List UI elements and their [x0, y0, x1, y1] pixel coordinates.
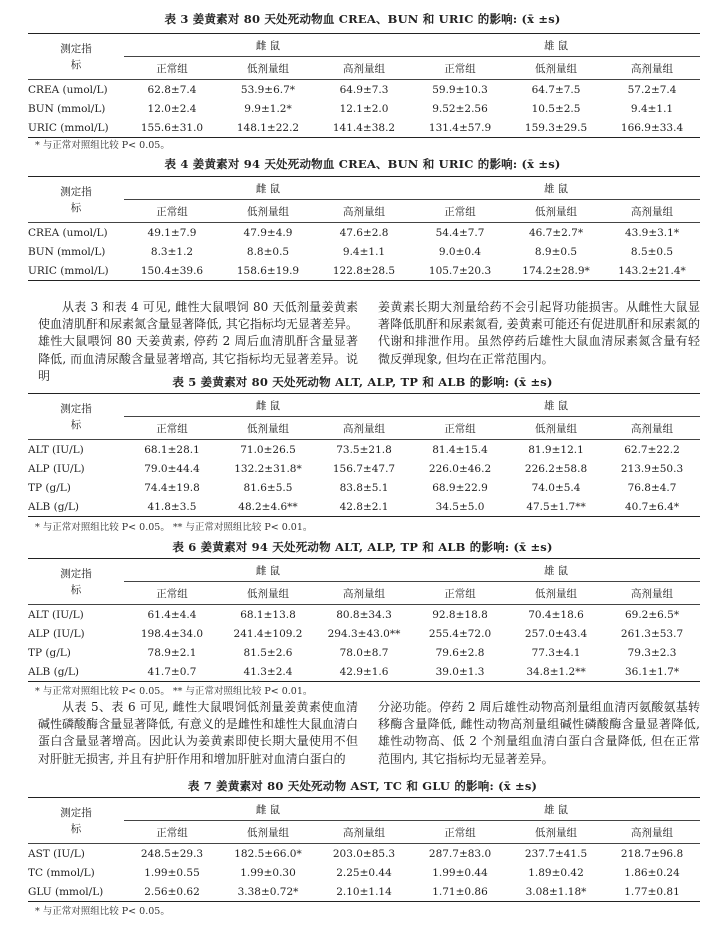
table-cell: 34.5±5.0 [412, 497, 508, 517]
table-cell: 9.9±1.2* [244, 102, 292, 115]
indicator-label: 测定指标 [60, 42, 92, 71]
table-cell: 12.0±2.4 [147, 102, 197, 115]
table-cell: 3.38±0.72* [220, 882, 316, 902]
table-cell: 294.3±43.0** [327, 627, 401, 640]
table-cell: 69.2±6.5* [624, 608, 680, 621]
para1-left: 从表 3 和表 4 可见, 雌性大鼠喂饲 80 天低剂量姜黄素使血清肌酐和尿素氮含量显著降低, 其它指标均无显著差异。雄性大鼠喂饲 80 天姜黄素, 停药 2 周后血清肌酐含量显著降低, 而血清尿酸含量显著增高, 其它指标均无显著差异。说明 [38, 300, 358, 383]
group-header-4: 低剂量组 [508, 417, 604, 440]
table-cell: 79.3±2.3 [627, 646, 677, 659]
table-cell: 34.8±1.2** [508, 662, 604, 682]
female-group-header: 雌 鼠 [124, 177, 412, 200]
metric-label: URIC (mmol/L) [28, 261, 124, 281]
group-header-2: 高剂量组 [316, 200, 412, 223]
table-cell: 9.0±0.4 [438, 245, 482, 258]
group-header-3: 正常组 [412, 57, 508, 80]
table-cell: 255.4±72.0 [428, 627, 492, 640]
metric-label: ALB (g/L) [28, 497, 124, 517]
table-cell: 158.6±19.9 [220, 261, 316, 281]
group-header-2: 高剂量组 [316, 582, 412, 605]
table-cell: 150.4±39.6 [124, 261, 220, 281]
table-cell: 198.4±34.0 [140, 627, 204, 640]
table-cell: 47.9±4.9 [243, 226, 293, 239]
table-cell: 83.8±5.1 [339, 481, 389, 494]
metric-label: ALP (IU/L) [28, 627, 85, 640]
metric-label: ALT (IU/L) [28, 608, 84, 621]
table-cell: 156.7±47.7 [332, 462, 396, 475]
table-cell: 80.8±34.3 [336, 608, 392, 621]
table-cell: 203.0±85.3 [332, 847, 396, 860]
table-row [28, 478, 700, 497]
table-cell: 1.86±0.24 [624, 866, 680, 879]
table-cell: 79.0±44.4 [144, 462, 200, 475]
table-cell: 59.9±10.3 [432, 83, 488, 96]
table-cell: 1.99±0.55 [144, 866, 200, 879]
group-header-3: 正常组 [412, 417, 508, 440]
metric-label: TP (g/L) [28, 481, 71, 494]
group-header-1: 低剂量组 [220, 417, 316, 440]
table3-note: * 与正常对照组比较 P< 0.05。 [35, 140, 170, 151]
female-group-header: 雌 鼠 [124, 394, 412, 417]
metric-label: ALB (g/L) [28, 662, 124, 682]
table6-note: * 与正常对照组比较 P< 0.05。 ** 与正常对照组比较 P< 0.01。 [35, 686, 313, 697]
table-cell: 81.4±15.4 [432, 443, 488, 456]
table-cell: 218.7±96.8 [620, 847, 684, 860]
table-cell: 8.8±0.5 [246, 245, 290, 258]
indicator-header [28, 34, 124, 80]
group-header-1: 低剂量组 [220, 200, 316, 223]
table-row [28, 882, 700, 902]
table-cell: 73.5±21.8 [336, 443, 392, 456]
table-cell: 47.5±1.7** [508, 497, 604, 517]
table5-note: * 与正常对照组比较 P< 0.05。 ** 与正常对照组比较 P< 0.01。 [35, 522, 313, 533]
indicator-header [28, 559, 124, 605]
metric-label: GLU (mmol/L) [28, 882, 124, 902]
table6 [28, 558, 700, 682]
table-cell: 79.6±2.8 [435, 646, 485, 659]
group-header-5: 高剂量组 [604, 200, 700, 223]
table7 [28, 797, 700, 902]
table-cell: 1.99±0.30 [240, 866, 296, 879]
table-cell: 43.9±3.1* [624, 226, 680, 239]
table-row [28, 118, 700, 138]
indicator-label: 测定指标 [60, 185, 92, 214]
table-cell: 78.9±2.1 [147, 646, 197, 659]
table-row [28, 497, 700, 517]
table-row [28, 223, 700, 243]
table-cell: 1.77±0.81 [604, 882, 700, 902]
table-cell: 241.4±109.2 [233, 627, 303, 640]
table5 [28, 393, 700, 517]
table-cell: 41.7±0.7 [124, 662, 220, 682]
table-cell: 70.4±18.6 [528, 608, 584, 621]
table-cell: 81.5±2.6 [243, 646, 293, 659]
table-cell: 49.1±7.9 [147, 226, 197, 239]
table-cell: 42.9±1.6 [316, 662, 412, 682]
table-cell: 64.9±7.3 [339, 83, 389, 96]
table-cell: 105.7±20.3 [412, 261, 508, 281]
metric-label: TC (mmol/L) [28, 866, 95, 879]
table-cell: 9.4±1.1 [630, 102, 674, 115]
table-cell: 77.3±4.1 [531, 646, 581, 659]
male-group-header: 雄 鼠 [412, 34, 700, 57]
table-cell: 226.0±46.2 [428, 462, 492, 475]
table-cell: 62.7±22.2 [624, 443, 680, 456]
table-cell: 81.9±12.1 [528, 443, 584, 456]
group-header-4: 低剂量组 [508, 821, 604, 844]
table-cell: 8.9±0.5 [534, 245, 578, 258]
table-cell: 1.99±0.44 [432, 866, 488, 879]
group-header-3: 正常组 [412, 821, 508, 844]
table-cell: 39.0±1.3 [412, 662, 508, 682]
table-cell: 257.0±43.4 [524, 627, 588, 640]
group-header-0: 正常组 [124, 821, 220, 844]
group-header-3: 正常组 [412, 582, 508, 605]
female-group-header: 雌 鼠 [124, 559, 412, 582]
female-group-header: 雌 鼠 [124, 798, 412, 821]
metric-label: URIC (mmol/L) [28, 118, 124, 138]
table-cell: 68.9±22.9 [432, 481, 488, 494]
male-group-header: 雄 鼠 [412, 798, 700, 821]
table-row [28, 844, 700, 864]
group-header-0: 正常组 [124, 582, 220, 605]
group-header-2: 高剂量组 [316, 57, 412, 80]
group-header-5: 高剂量组 [604, 582, 700, 605]
group-header-5: 高剂量组 [604, 417, 700, 440]
metric-label: CREA (umol/L) [28, 226, 108, 239]
table-cell: 68.1±13.8 [240, 608, 296, 621]
table-cell: 148.1±22.2 [220, 118, 316, 138]
group-header-5: 高剂量组 [604, 57, 700, 80]
table-cell: 213.9±50.3 [620, 462, 684, 475]
table3-caption: 表 3 姜黄素对 80 天处死动物血 CREA、BUN 和 URIC 的影响: (x̄ ±s) [164, 12, 561, 26]
table-cell: 141.4±38.2 [316, 118, 412, 138]
female-group-header: 雌 鼠 [124, 34, 412, 57]
para2-right: 分泌功能。停药 2 周后雄性动物高剂量组血清丙氨酸氨基转移酶含量降低, 雌性动物高剂量组碱性磷酸酶含量显著降低, 雄性动物高、低 2 个剂量组血清白蛋白含量降低, 但在正常范围内, 其它指标均无显著差异。 [378, 700, 700, 766]
table-cell: 132.2±31.8* [234, 462, 302, 475]
group-header-4: 低剂量组 [508, 57, 604, 80]
metric-label: TP (g/L) [28, 646, 71, 659]
indicator-header [28, 177, 124, 223]
table-cell: 81.6±5.5 [243, 481, 293, 494]
table-cell: 143.2±21.4* [604, 261, 700, 281]
table-cell: 248.5±29.3 [140, 847, 204, 860]
table-row [28, 605, 700, 625]
table-cell: 47.6±2.8 [339, 226, 389, 239]
group-header-3: 正常组 [412, 200, 508, 223]
group-header-0: 正常组 [124, 200, 220, 223]
table-row [28, 80, 700, 100]
table7-note: * 与正常对照组比较 P< 0.05。 [35, 906, 170, 917]
table-cell: 287.7±83.0 [428, 847, 492, 860]
metric-label: ALP (IU/L) [28, 462, 85, 475]
table-cell: 8.5±0.5 [630, 245, 674, 258]
table-cell: 41.8±3.5 [124, 497, 220, 517]
table-cell: 42.8±2.1 [316, 497, 412, 517]
group-header-2: 高剂量组 [316, 417, 412, 440]
table-cell: 71.0±26.5 [240, 443, 296, 456]
para2-left: 从表 5、表 6 可见, 雌性大鼠喂饲低剂量姜黄素使血清碱性磷酸酶含量显著降低, 有意义的是雌性和雄性大鼠血清白蛋白含量显著增高。因此认为姜黄素即使长期大量使用不但对肝脏无损害, 并且有护肝作用和增加肝脏对血清白蛋白的 [38, 700, 358, 766]
table-cell: 74.4±19.8 [144, 481, 200, 494]
table-cell: 174.2±28.9* [508, 261, 604, 281]
group-header-4: 低剂量组 [508, 200, 604, 223]
table-row [28, 242, 700, 261]
table-cell: 9.4±1.1 [342, 245, 386, 258]
table-cell: 122.8±28.5 [316, 261, 412, 281]
table-cell: 61.4±4.4 [147, 608, 197, 621]
indicator-header [28, 394, 124, 440]
table-cell: 182.5±66.0* [234, 847, 302, 860]
para1-right: 姜黄素长期大剂量给药不会引起肾功能损害。从雌性大鼠显著降低肌酐和尿素氮看, 姜黄素可能还有促进肌酐和尿素氮的代谢和排泄作用。虽然停药后雄性大鼠血清尿素氮含量有轻微反弹现象, 但均在正常范围内。 [378, 300, 700, 366]
table-cell: 2.25±0.44 [336, 866, 392, 879]
table-cell: 155.6±31.0 [124, 118, 220, 138]
table5-caption: 表 5 姜黄素对 80 天处死动物 ALT, ALP, TP 和 ALB 的影响: (x̄ ±s) [172, 375, 553, 389]
indicator-label: 测定指标 [60, 806, 92, 835]
table-row [28, 459, 700, 478]
table-cell: 54.4±7.7 [435, 226, 485, 239]
group-header-1: 低剂量组 [220, 582, 316, 605]
metric-label: BUN (mmol/L) [28, 102, 106, 115]
table-cell: 12.1±2.0 [339, 102, 389, 115]
table-cell: 46.7±2.7* [528, 226, 584, 239]
table-cell: 1.71±0.86 [412, 882, 508, 902]
table-row [28, 863, 700, 882]
table3 [28, 33, 700, 138]
table-row [28, 261, 700, 281]
group-header-0: 正常组 [124, 417, 220, 440]
table-cell: 53.9±6.7* [240, 83, 296, 96]
table-cell: 9.52±2.56 [432, 102, 488, 115]
table-cell: 2.10±1.14 [316, 882, 412, 902]
table-row [28, 662, 700, 682]
male-group-header: 雄 鼠 [412, 177, 700, 200]
metric-label: BUN (mmol/L) [28, 245, 106, 258]
table-cell: 2.56±0.62 [124, 882, 220, 902]
table-cell: 78.0±8.7 [339, 646, 389, 659]
table-cell: 68.1±28.1 [144, 443, 200, 456]
table-cell: 166.9±33.4 [604, 118, 700, 138]
table4-caption: 表 4 姜黄素对 94 天处死动物血 CREA、BUN 和 URIC 的影响: (x̄ ±s) [164, 157, 561, 171]
table-cell: 48.2±4.6** [220, 497, 316, 517]
table-row [28, 99, 700, 118]
table-row [28, 440, 700, 460]
table7-caption: 表 7 姜黄素对 80 天处死动物 AST, TC 和 GLU 的影响: (x̄ ±s) [187, 779, 538, 793]
metric-label: CREA (umol/L) [28, 83, 108, 96]
group-header-0: 正常组 [124, 57, 220, 80]
group-header-1: 低剂量组 [220, 57, 316, 80]
table-cell: 3.08±1.18* [508, 882, 604, 902]
indicator-header [28, 798, 124, 844]
table-cell: 237.7±41.5 [524, 847, 588, 860]
table-cell: 57.2±7.4 [627, 83, 677, 96]
group-header-5: 高剂量组 [604, 821, 700, 844]
table-cell: 74.0±5.4 [531, 481, 581, 494]
table-cell: 10.5±2.5 [531, 102, 581, 115]
metric-label: ALT (IU/L) [28, 443, 84, 456]
indicator-label: 测定指标 [60, 567, 92, 596]
table6-caption: 表 6 姜黄素对 94 天处死动物 ALT, ALP, TP 和 ALB 的影响: (x̄ ±s) [172, 540, 553, 554]
table-cell: 41.3±2.4 [220, 662, 316, 682]
table-cell: 62.8±7.4 [147, 83, 197, 96]
metric-label: AST (IU/L) [28, 847, 85, 860]
table-cell: 40.7±6.4* [604, 497, 700, 517]
table-row [28, 624, 700, 643]
male-group-header: 雄 鼠 [412, 394, 700, 417]
table-cell: 131.4±57.9 [412, 118, 508, 138]
table-cell: 76.8±4.7 [627, 481, 677, 494]
table-cell: 92.8±18.8 [432, 608, 488, 621]
group-header-2: 高剂量组 [316, 821, 412, 844]
indicator-label: 测定指标 [60, 402, 92, 431]
table-cell: 8.3±1.2 [150, 245, 194, 258]
table-cell: 64.7±7.5 [531, 83, 581, 96]
table-row [28, 643, 700, 662]
group-header-4: 低剂量组 [508, 582, 604, 605]
table4 [28, 176, 700, 281]
male-group-header: 雄 鼠 [412, 559, 700, 582]
group-header-1: 低剂量组 [220, 821, 316, 844]
table-cell: 261.3±53.7 [620, 627, 684, 640]
table-cell: 36.1±1.7* [604, 662, 700, 682]
table-cell: 226.2±58.8 [524, 462, 588, 475]
table-cell: 159.3±29.5 [508, 118, 604, 138]
table-cell: 1.89±0.42 [528, 866, 584, 879]
